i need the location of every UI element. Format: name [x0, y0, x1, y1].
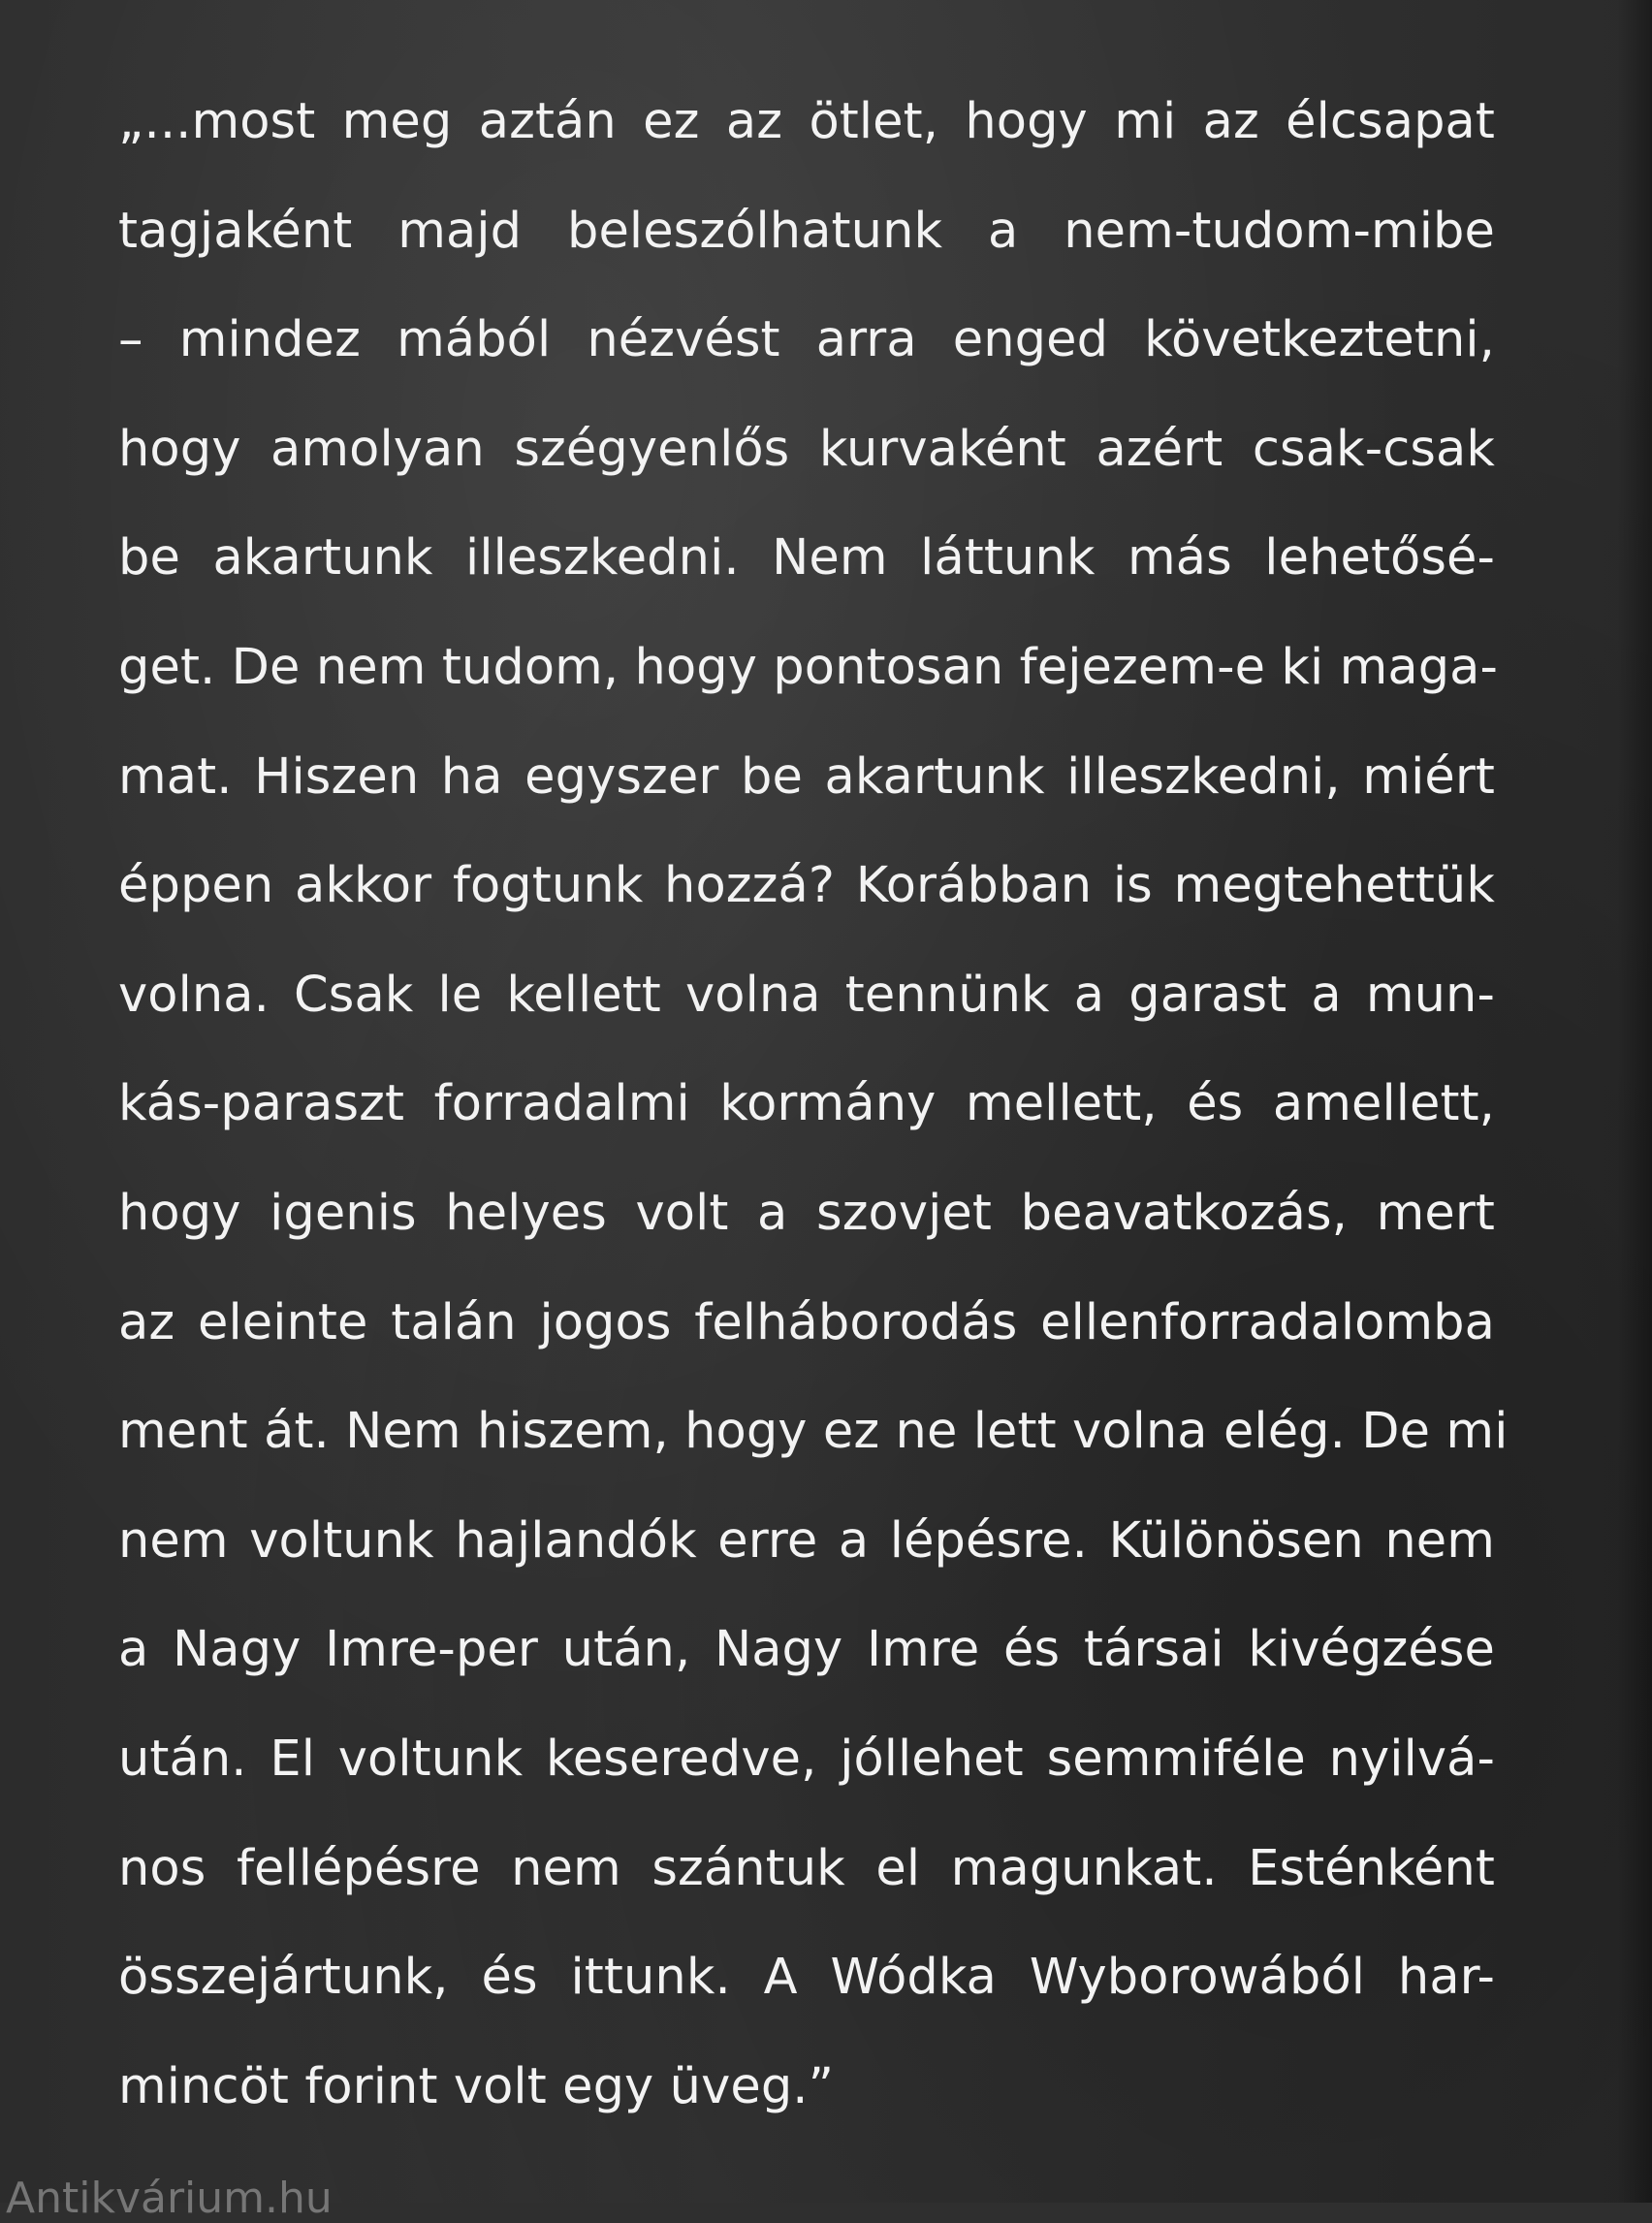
text-line: volna. Csak le kellett volna tennünk a garast a mun- [118, 966, 1495, 1024]
text-line: után. El voltunk keseredve, jóllehet semmiféle nyilvá- [118, 1730, 1495, 1788]
text-line: éppen akkor fogtunk hozzá? Korábban is megtehettük [118, 857, 1495, 915]
text-line: összejártunk, és ittunk. A Wódka Wyborowából har- [118, 1949, 1495, 2007]
text-line: nem voltunk hajlandók erre a lépésre. Különösen nem [118, 1511, 1495, 1570]
text-line: hogy igenis helyes volt a szovjet beavatkozás, mert [118, 1184, 1495, 1242]
text-line: tagjaként majd beleszólhatunk a nem-tudom-mibe [118, 202, 1495, 260]
text-line: hogy amolyan szégyenlős kurvaként azért csak-csak [118, 420, 1495, 478]
text-line: ment át. Nem hiszem, hogy ez ne lett volna elég. De mi [118, 1403, 1509, 1461]
text-line: „...most meg aztán ez az ötlet, hogy mi az élcsapat [118, 93, 1495, 150]
text-line: a Nagy Imre-per után, Nagy Imre és társai kivégzése [118, 1621, 1495, 1679]
text-line-last: mincöt forint volt egy üveg.” [118, 2057, 835, 2115]
text-line: – mindez mából nézvést arra enged következtetni, [118, 311, 1495, 369]
text-line: get. De nem tudom, hogy pontosan fejezem-e ki maga- [118, 638, 1499, 696]
text-line: mat. Hiszen ha egyszer be akartunk illeszkedni, miért [118, 747, 1495, 806]
text-line: kás-paraszt forradalmi kormány mellett, és amellett, [118, 1075, 1495, 1133]
watermark-text: Antikvárium.hu [6, 2174, 333, 2223]
quote-text-block [118, 68, 1509, 2142]
text-line: az eleinte talán jogos felháborodás ellenforradalomba [118, 1293, 1495, 1351]
text-line: nos fellépésre nem szántuk el magunkat. Esténként [118, 1839, 1495, 1897]
text-line: be akartunk illeszkedni. Nem láttunk más lehetősé- [118, 529, 1495, 588]
cover-edge-shadow [1617, 0, 1652, 2203]
